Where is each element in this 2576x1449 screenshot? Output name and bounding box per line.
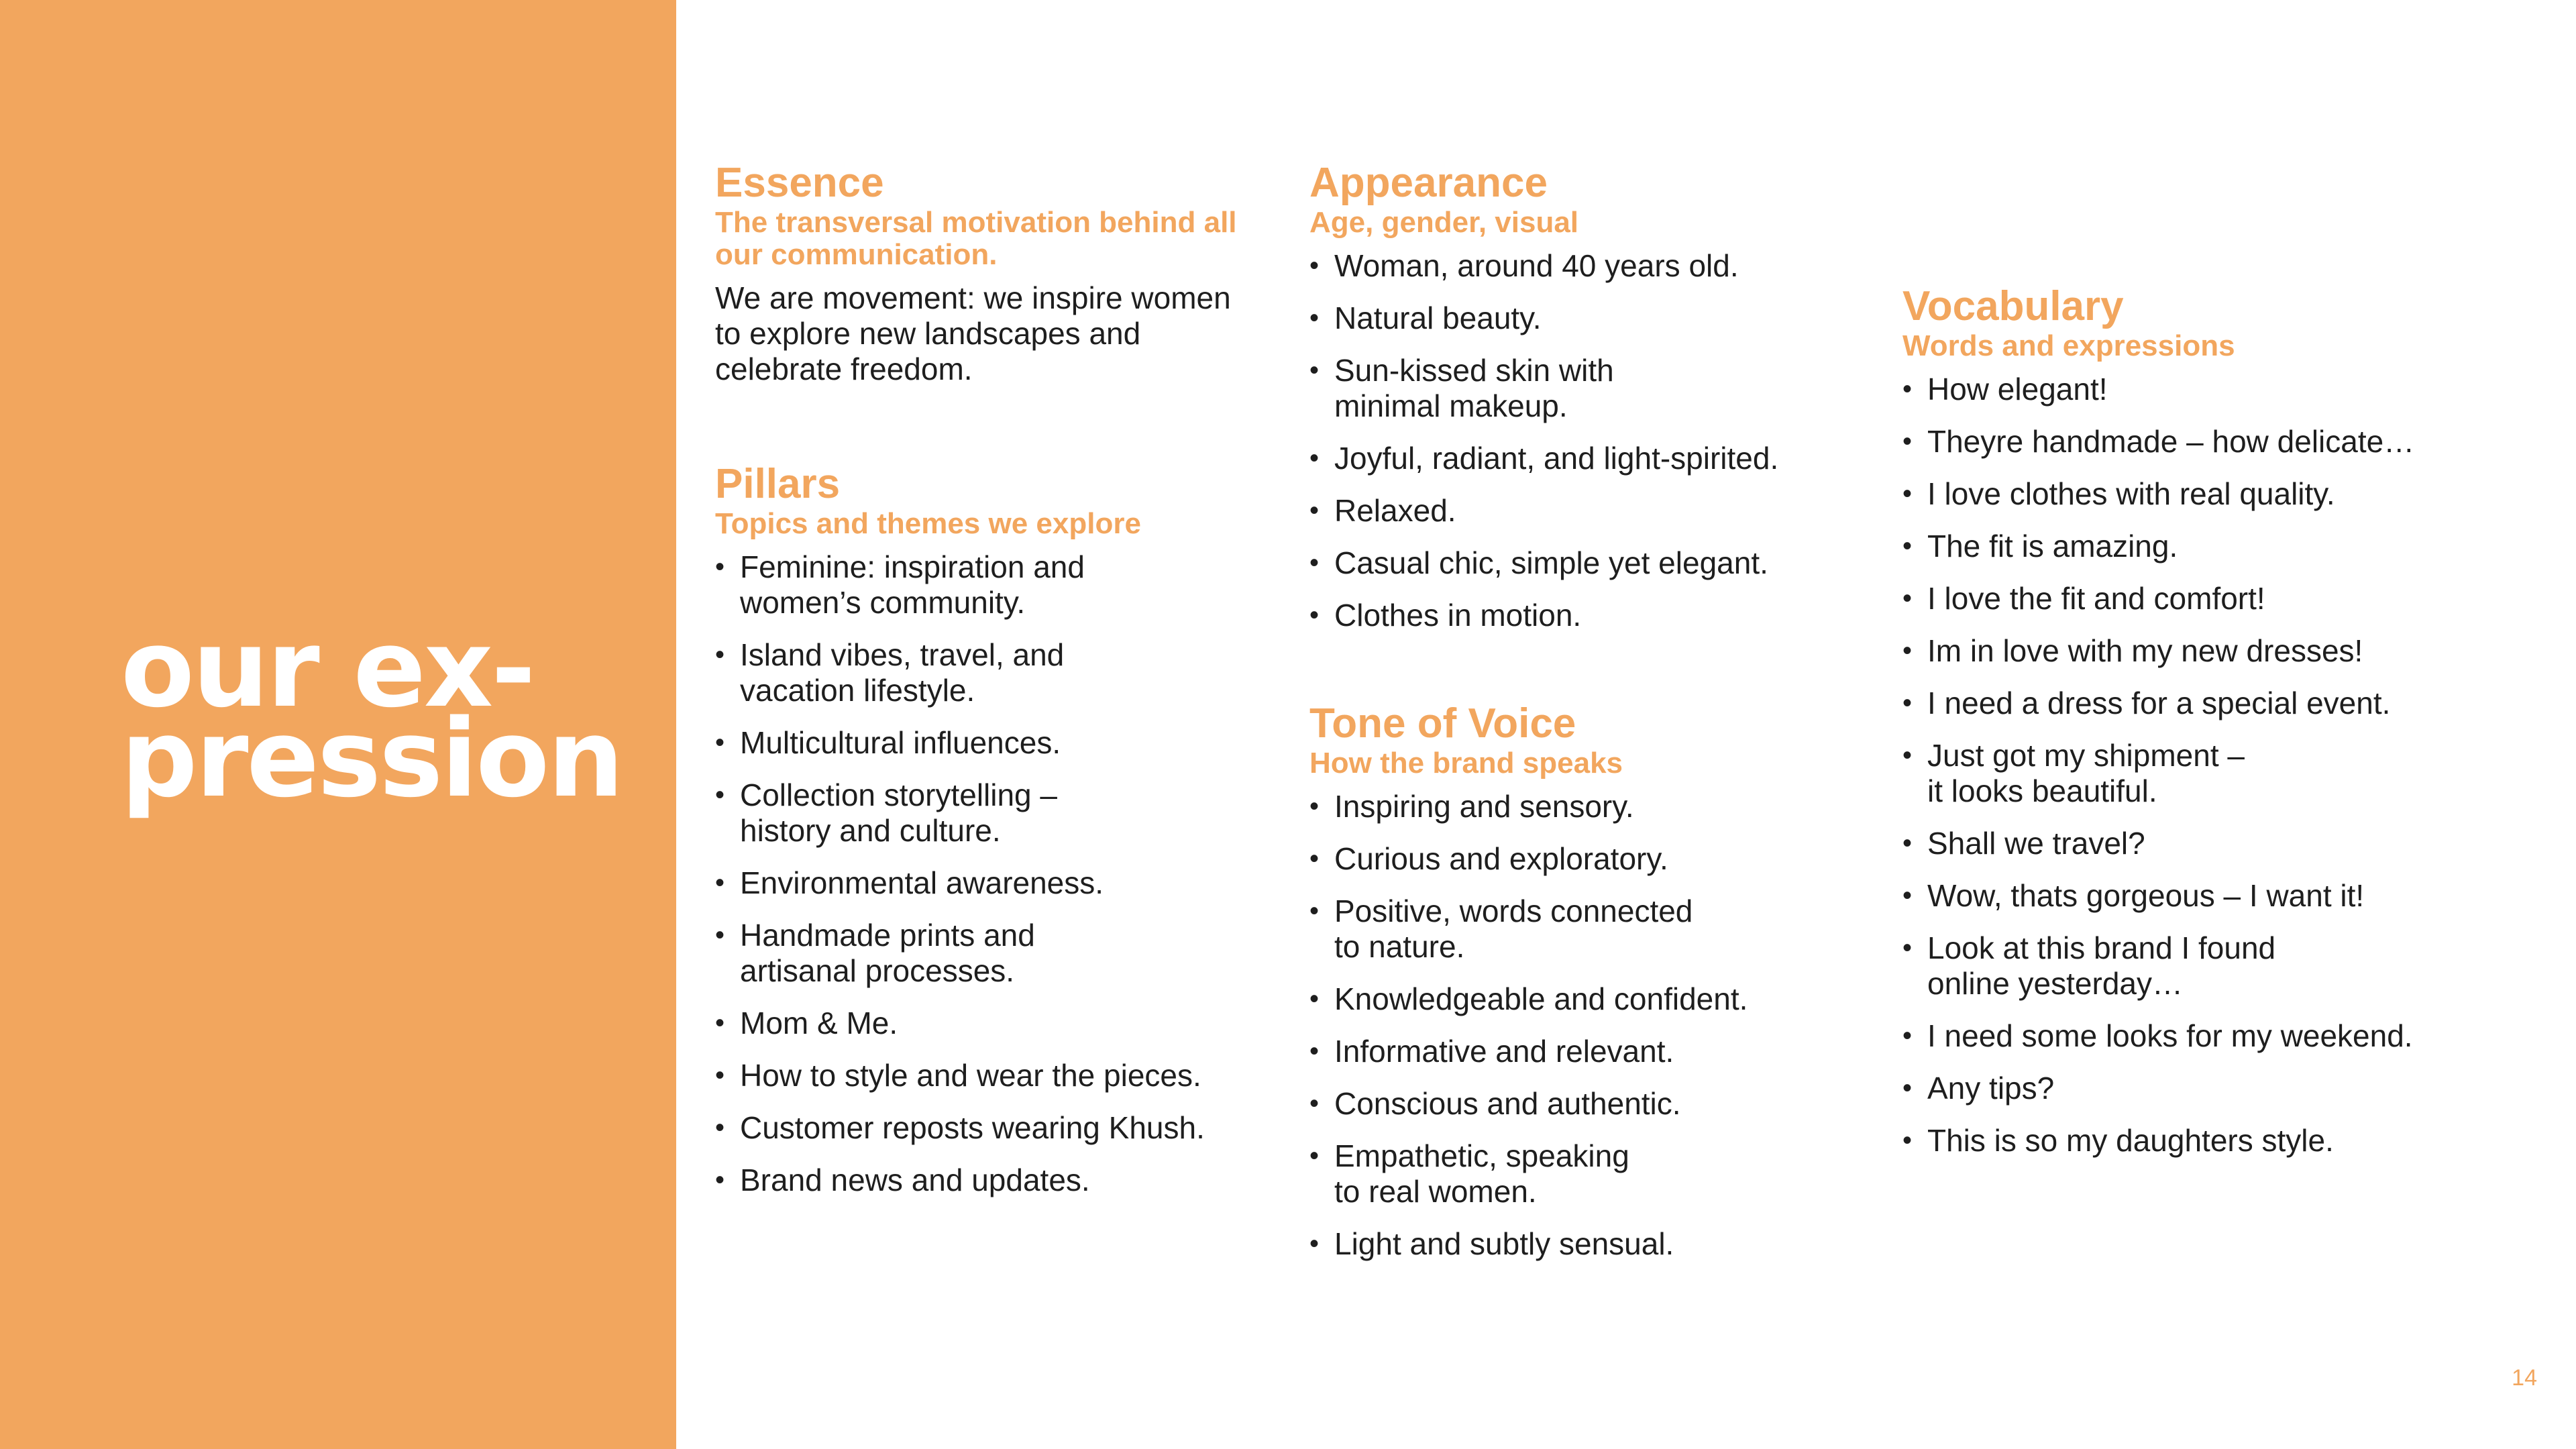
list-item <box>715 777 1292 849</box>
list-item-text: Inspiring and sensory. <box>1334 789 1634 824</box>
pillars-heading: Pillars <box>715 461 841 507</box>
page-title <box>121 606 623 821</box>
appearance-subheading: Age, gender, visual <box>1309 206 1579 239</box>
list-item <box>715 1163 1292 1198</box>
list-item <box>1902 1071 2479 1106</box>
list-item-text: Natural beauty. <box>1334 301 1542 335</box>
bullet-icon: • <box>1902 479 1913 508</box>
bullet-icon: • <box>1309 844 1320 873</box>
list-item-text: I love the fit and comfort! <box>1927 581 2265 616</box>
essence-body: We are movement: we inspire women to explore new landscapes and celebrate freedom. <box>715 280 1231 386</box>
bullet-icon: • <box>1902 374 1913 404</box>
list-item <box>1309 1226 1886 1262</box>
page-title-line-1: our ex- <box>121 606 534 731</box>
list-item-text: Light and subtly sensual. <box>1334 1226 1674 1261</box>
list-item <box>1902 424 2479 460</box>
list-item-text: Relaxed. <box>1334 493 1456 528</box>
bullet-icon: • <box>1902 1126 1913 1155</box>
list-item <box>715 1058 1292 1093</box>
bullet-icon: • <box>1309 600 1320 630</box>
bullet-icon: • <box>715 1008 725 1038</box>
page-number: 14 <box>2512 1365 2537 1391</box>
bullet-icon: • <box>715 640 725 669</box>
list-item <box>1309 353 1886 424</box>
list-item <box>1902 1018 2479 1054</box>
column-vocabulary <box>1902 283 2479 1175</box>
essence-section <box>715 160 1292 387</box>
list-item <box>1309 789 1886 824</box>
list-item-text: Environmental awareness. <box>740 865 1104 900</box>
bullet-icon: • <box>1309 356 1320 385</box>
list-item-text: Curious and exploratory. <box>1334 841 1668 876</box>
list-item-text: Casual chic, simple yet elegant. <box>1334 545 1768 580</box>
bullet-icon: • <box>1309 548 1320 578</box>
pillars-section <box>715 461 1292 1198</box>
bullet-icon: • <box>715 1113 725 1142</box>
bullet-icon: • <box>1902 741 1913 770</box>
page-title-line-2: pression <box>121 696 623 821</box>
tone-section <box>1309 700 1886 1262</box>
list-item-text: How elegant! <box>1927 372 2108 407</box>
bullet-icon: • <box>715 1061 725 1090</box>
bullet-icon: • <box>1902 1073 1913 1103</box>
list-item <box>715 918 1292 989</box>
bullet-icon: • <box>1902 531 1913 561</box>
vocabulary-section <box>1902 283 2479 1159</box>
bullet-icon: • <box>1309 496 1320 525</box>
bullet-icon: • <box>1902 636 1913 665</box>
pillars-list <box>715 549 1292 1198</box>
pillars-subheading: Topics and themes we explore <box>715 507 1141 540</box>
list-item <box>1309 1086 1886 1122</box>
list-item <box>1902 930 2479 1002</box>
list-item <box>1902 581 2479 616</box>
list-item-text: Woman, around 40 years old. <box>1334 248 1739 283</box>
bullet-icon: • <box>1902 584 1913 613</box>
list-item <box>1902 1123 2479 1159</box>
bullet-icon: • <box>715 552 725 582</box>
bullet-icon: • <box>715 728 725 757</box>
bullet-icon: • <box>1309 896 1320 926</box>
bullet-icon: • <box>715 868 725 898</box>
list-item-text: Mom & Me. <box>740 1006 898 1040</box>
bullet-icon: • <box>1309 1229 1320 1258</box>
list-item <box>715 549 1292 621</box>
bullet-icon: • <box>1902 933 1913 963</box>
list-item-text: Handmade prints and artisanal processes. <box>740 918 1035 988</box>
bullet-icon: • <box>1309 303 1320 333</box>
bullet-icon: • <box>1902 1021 1913 1051</box>
bullet-icon: • <box>1902 427 1913 456</box>
list-item <box>1309 894 1886 965</box>
list-item-text: Look at this brand I found online yesterday… <box>1927 930 2276 1001</box>
list-item-text: I need a dress for a special event. <box>1927 686 2391 720</box>
list-item-text: Any tips? <box>1927 1071 2055 1106</box>
tone-subheading: How the brand speaks <box>1309 747 1623 780</box>
list-item <box>715 637 1292 708</box>
bullet-icon: • <box>1902 828 1913 858</box>
list-item <box>1902 476 2479 512</box>
list-item-text: Brand news and updates. <box>740 1163 1090 1197</box>
bullet-icon: • <box>1902 881 1913 910</box>
list-item <box>1309 1034 1886 1069</box>
list-item-text: Just got my shipment – it looks beautiful. <box>1927 738 2245 808</box>
list-item-text: Clothes in motion. <box>1334 598 1582 633</box>
appearance-list <box>1309 248 1886 633</box>
list-item-text: Multicultural influences. <box>740 725 1061 760</box>
list-item-text: How to style and wear the pieces. <box>740 1058 1201 1093</box>
bullet-icon: • <box>715 920 725 950</box>
list-item <box>1309 301 1886 336</box>
list-item <box>715 1110 1292 1146</box>
tone-list <box>1309 789 1886 1262</box>
bullet-icon: • <box>1309 792 1320 821</box>
list-item-text: Collection storytelling – history and culture. <box>740 777 1058 848</box>
list-item-text: I need some looks for my weekend. <box>1927 1018 2413 1053</box>
list-item <box>1902 826 2479 861</box>
list-item-text: Joyful, radiant, and light-spirited. <box>1334 441 1779 476</box>
list-item-text: Shall we travel? <box>1927 826 2145 861</box>
list-item-text: Conscious and authentic. <box>1334 1086 1681 1121</box>
list-item-text: The fit is amazing. <box>1927 529 2178 564</box>
list-item <box>1309 981 1886 1017</box>
list-item <box>1902 529 2479 564</box>
bullet-icon: • <box>1309 1141 1320 1171</box>
list-item <box>1309 841 1886 877</box>
essence-heading: Essence <box>715 160 884 206</box>
list-item-text: Knowledgeable and confident. <box>1334 981 1748 1016</box>
list-item-text: Customer reposts wearing Khush. <box>740 1110 1205 1145</box>
list-item <box>1902 372 2479 407</box>
left-color-panel <box>0 0 676 1449</box>
list-item <box>1902 878 2479 914</box>
appearance-heading: Appearance <box>1309 160 1548 206</box>
bullet-icon: • <box>1902 688 1913 718</box>
bullet-icon: • <box>715 780 725 810</box>
list-item-text: Empathetic, speaking to real women. <box>1334 1138 1629 1209</box>
list-item-text: Sun-kissed skin with minimal makeup. <box>1334 353 1614 423</box>
list-item-text: This is so my daughters style. <box>1927 1123 2334 1158</box>
tone-heading: Tone of Voice <box>1309 700 1576 747</box>
list-item <box>1309 493 1886 529</box>
bullet-icon: • <box>1309 443 1320 473</box>
list-item <box>1309 441 1886 476</box>
column-essence-pillars <box>715 160 1292 1215</box>
list-item-text: Theyre handmade – how delicate… <box>1927 424 2415 459</box>
list-item <box>1309 598 1886 633</box>
appearance-section <box>1309 160 1886 633</box>
list-item <box>1309 248 1886 284</box>
list-item-text: Im in love with my new dresses! <box>1927 633 2363 668</box>
list-item-text: Informative and relevant. <box>1334 1034 1674 1069</box>
list-item-text: Island vibes, travel, and vacation lifestyle. <box>740 637 1065 708</box>
list-item-text: I love clothes with real quality. <box>1927 476 2335 511</box>
list-item-text: Positive, words connected to nature. <box>1334 894 1693 964</box>
list-item <box>715 865 1292 901</box>
list-item <box>1902 633 2479 669</box>
bullet-icon: • <box>1309 984 1320 1014</box>
vocabulary-subheading: Words and expressions <box>1902 329 2235 362</box>
vocabulary-heading: Vocabulary <box>1902 283 2124 329</box>
column-appearance-tone <box>1309 160 1886 1279</box>
list-item-text: Feminine: inspiration and women’s community. <box>740 549 1085 620</box>
list-item <box>715 725 1292 761</box>
bullet-icon: • <box>1309 1089 1320 1118</box>
list-item <box>1902 738 2479 809</box>
bullet-icon: • <box>1309 1036 1320 1066</box>
bullet-icon: • <box>1309 251 1320 280</box>
bullet-icon: • <box>715 1165 725 1195</box>
list-item <box>1902 686 2479 721</box>
list-item <box>1309 1138 1886 1210</box>
vocabulary-list <box>1902 372 2479 1159</box>
essence-subheading: The transversal motivation behind all our communication. <box>715 206 1237 271</box>
list-item <box>715 1006 1292 1041</box>
list-item <box>1309 545 1886 581</box>
list-item-text: Wow, thats gorgeous – I want it! <box>1927 878 2365 913</box>
